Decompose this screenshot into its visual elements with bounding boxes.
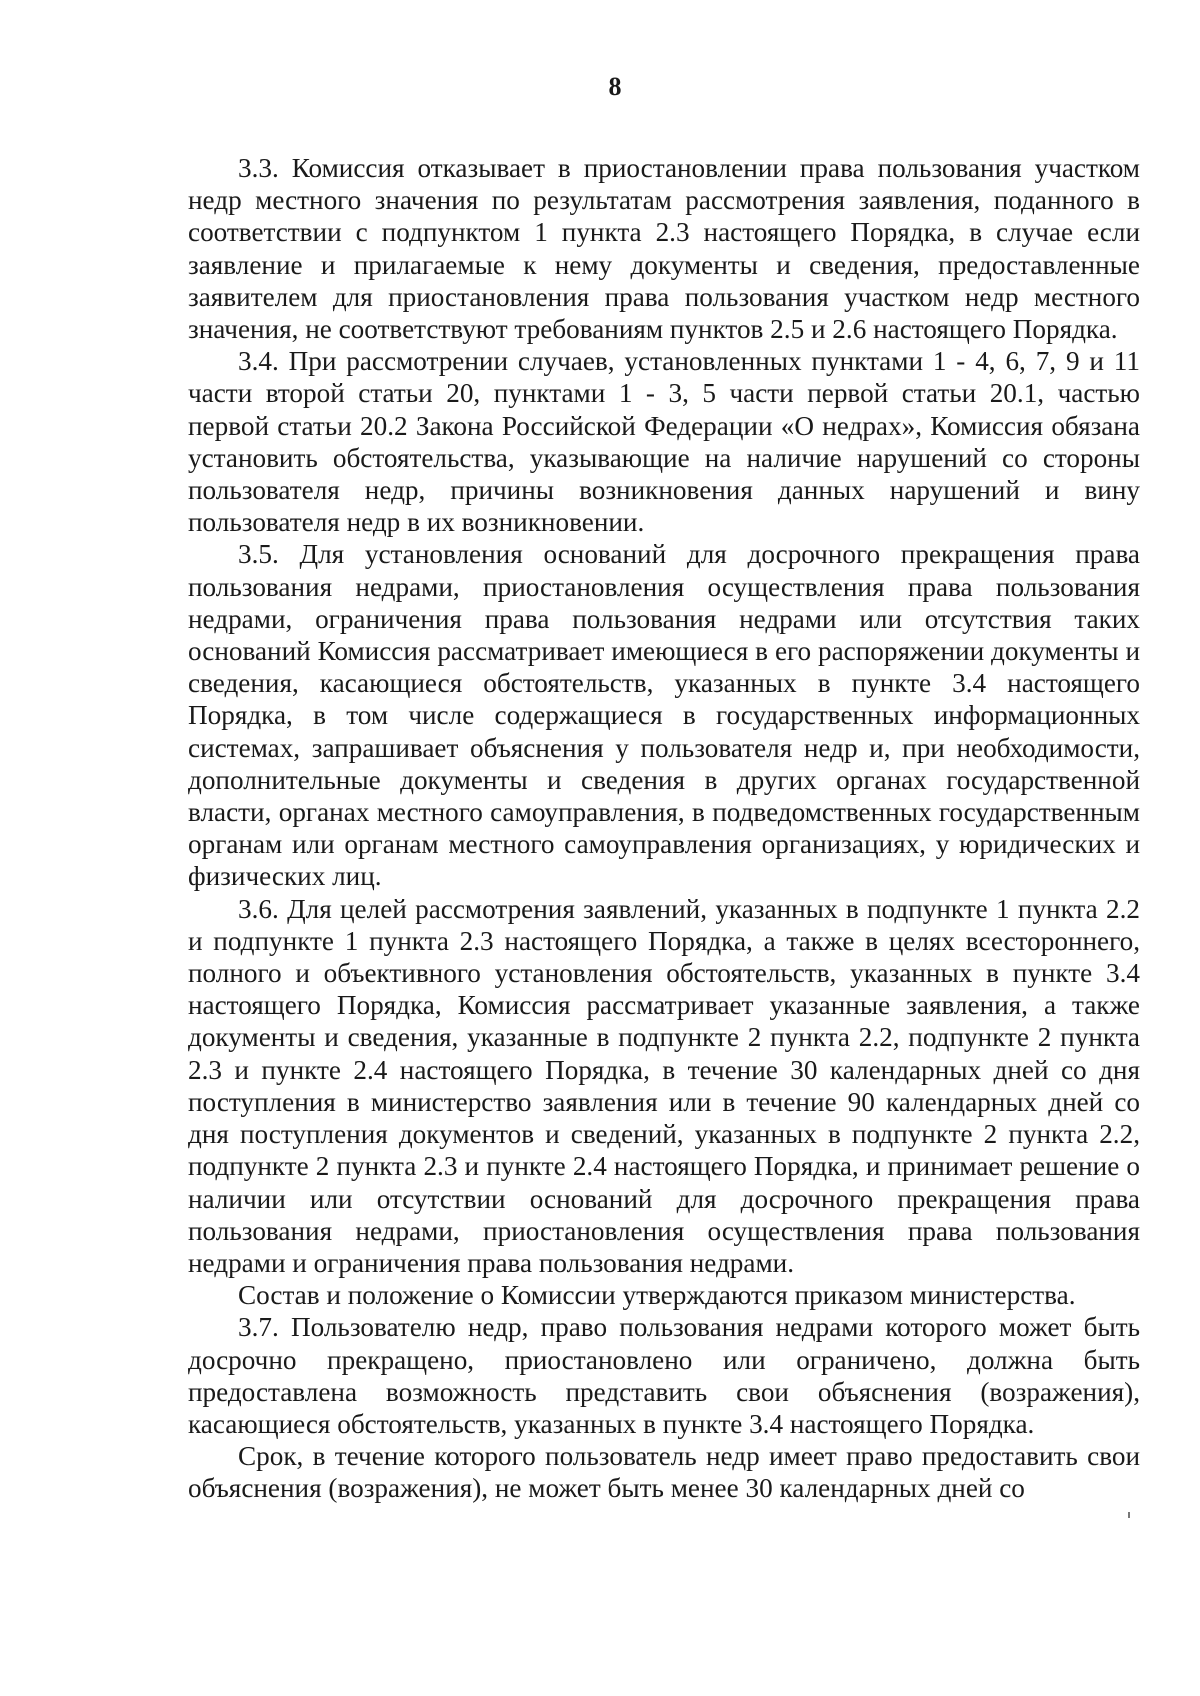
paragraph-3-4: 3.4. При рассмотрении случаев, установленных пунктами 1 - 4, 6, 7, 9 и 11 части второй статьи 20, пунктами 1 - 3, 5 части первой статьи 20.1, частью первой статьи 20.2 Закона Российской Федерации «О недрах», Комиссия обязана установить обстоятельства, указывающие на наличие нарушений со стороны пользователя недр, причины возникновения данных нарушений и вину пользователя недр в их возникновении.: [188, 346, 1140, 538]
paragraph-commission-composition: Состав и положение о Комиссии утверждаются приказом министерства.: [238, 1280, 1076, 1311]
paragraph-3-5: 3.5. Для установления оснований для досрочного прекращения права пользования недрами, приостановления осуществления права пользования недрами, ограничения права пользования недрами или отсутствия таких оснований Комиссия рассматривает имеющиеся в его распоряжении документы и сведения, касающиеся обстоятельств, указанных в пункте 3.4 настоящего Порядка, в том числе содержащиеся в государственных информационных системах, запрашивает объяснения у пользователя недр и, при необходимости, дополнительные документы и сведения в других органах государственной власти, органах местного самоуправления, в подведомственных государственным органам или органам местного самоуправления организациях, у юридических и физических лиц.: [188, 539, 1140, 892]
paragraph-3-3: 3.3. Комиссия отказывает в приостановлении права пользования участком недр местного значения по результатам рассмотрения заявления, поданного в соответствии с подпунктом 1 пункта 2.3 настоящего Порядка, в случае если заявление и прилагаемые к нему документы и сведения, предоставленные заявителем для приостановления права пользования участком недр местного значения, не соответствуют требованиям пунктов 2.5 и 2.6 настоящего Порядка.: [188, 153, 1140, 345]
paragraph-deadline: Срок, в течение которого пользователь недр имеет право предоставить свои объяснения (возражения), не может быть менее 30 календарных дней со: [188, 1441, 1140, 1504]
paragraph-3-6: 3.6. Для целей рассмотрения заявлений, указанных в подпункте 1 пункта 2.2 и подпункте 1 пункта 2.3 настоящего Порядка, а также в целях всестороннего, полного и объективного установления обстоятельств, указанных в пункте 3.4 настоящего Порядка, Комиссия рассматривает указанные заявления, а также документы и сведения, указанные в подпункте 2 пункта 2.2, подпункте 2 пункта 2.3 и пункте 2.4 настоящего Порядка, в течение 30 календарных дней со дня поступления в министерство заявления или в течение 90 календарных дней со дня поступления документов и сведений, указанных в подпункте 2 пункта 2.2, подпункте 2 пункта 2.3 и пункте 2.4 настоящего Порядка, и принимает решение о наличии или отсутствии оснований для досрочного прекращения права пользования недрами, приостановления осуществления права пользования недрами и ограничения права пользования недрами.: [188, 893, 1140, 1278]
scan-artifact-mark: [1128, 1512, 1130, 1518]
document-body: [188, 152, 1140, 1505]
page-number: 8: [608, 72, 622, 101]
paragraph-3-7: 3.7. Пользователю недр, право пользования недрами которого может быть досрочно прекращено, приостановлено или ограничено, должна быть предоставлена возможность представить свои объяснения (возражения), касающиеся обстоятельств, указанных в пункте 3.4 настоящего Порядка.: [188, 1312, 1140, 1439]
